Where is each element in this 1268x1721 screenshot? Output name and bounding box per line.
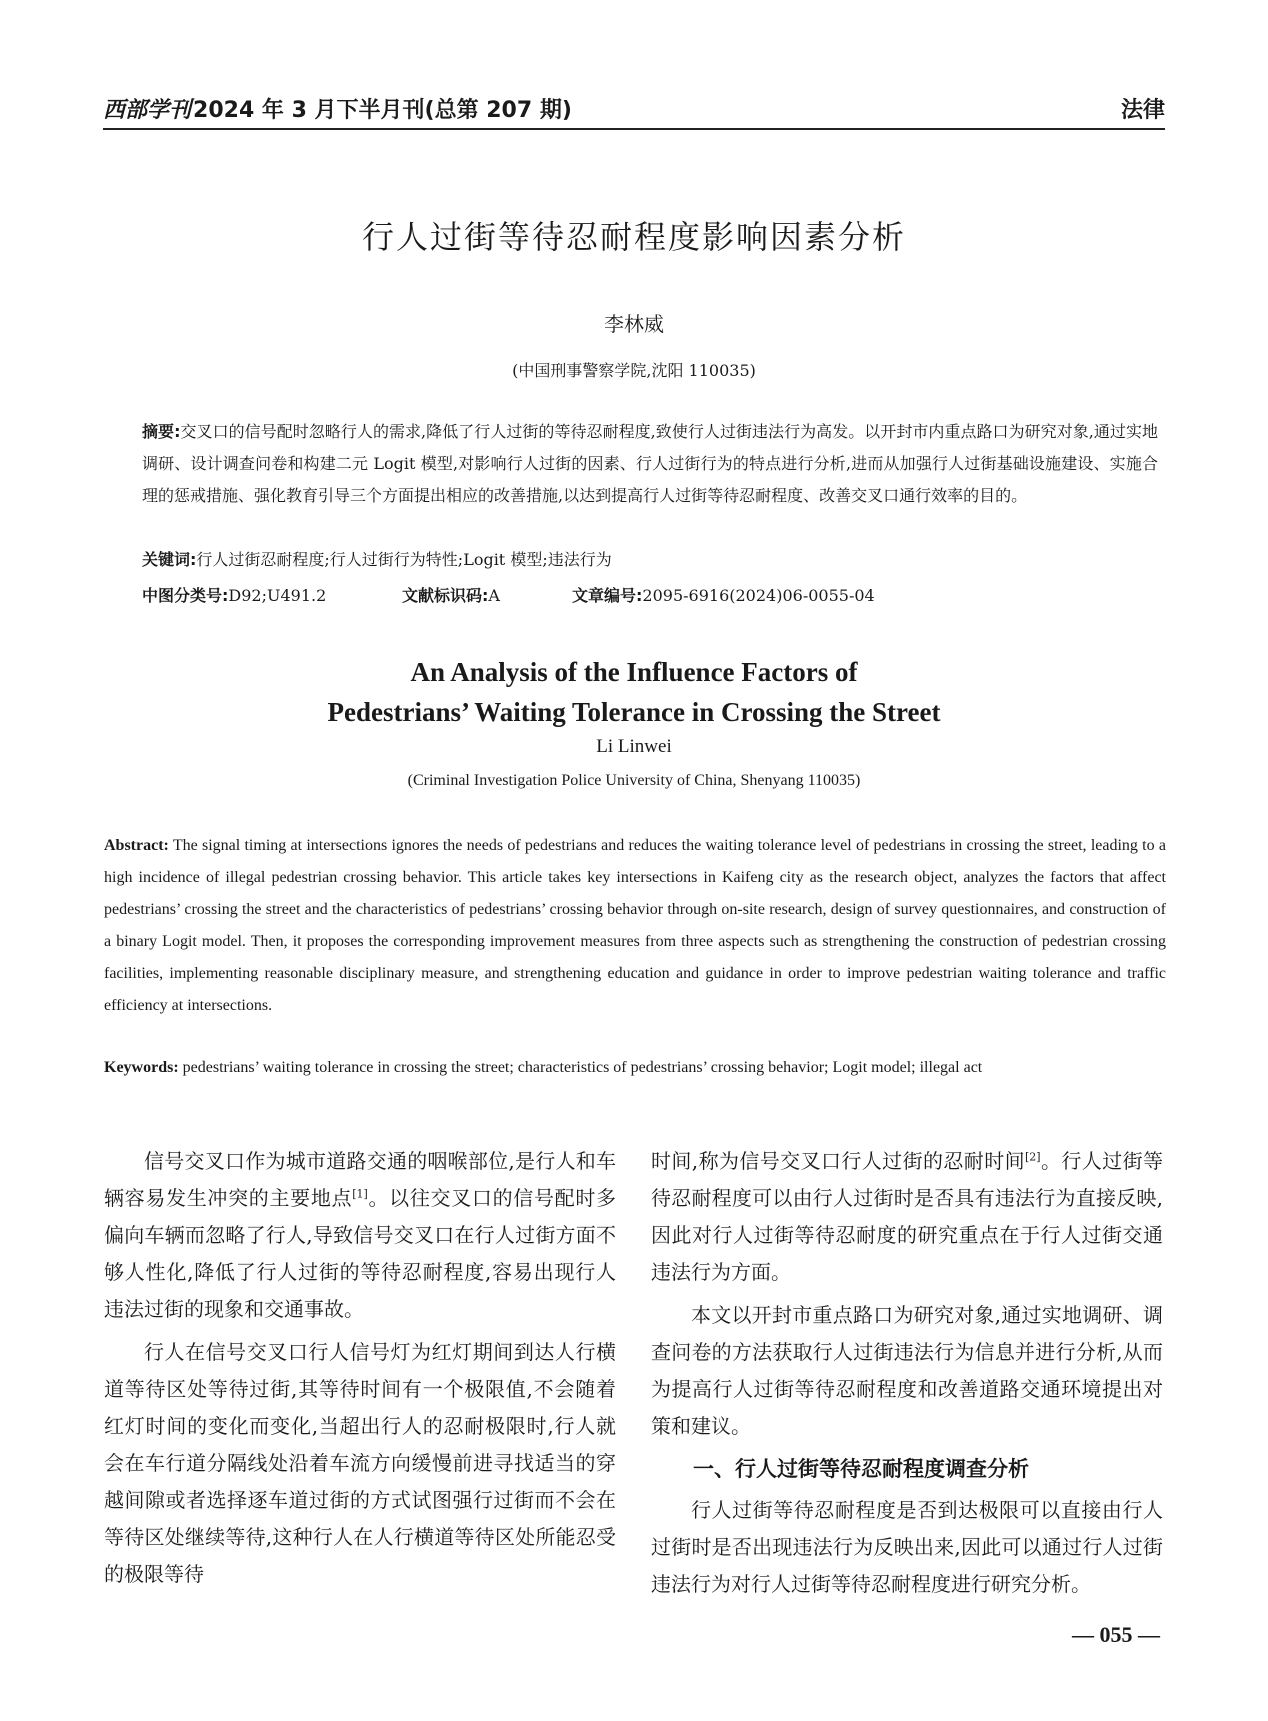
keywords-cn-label: 关键词:: [142, 550, 197, 569]
body-paragraph: [104, 1334, 616, 1593]
abstract-en-text: The signal timing at intersections ignores the needs of pedestrians and reduces the waiting tolerance level of pedestrians in crossing the street, leading to a high incidence of illegal pedestrian crossing behavior. This article takes key intersections in Kaifeng city as the research object, analyzes the factors that affect pedestrians’ crossing the street and the characteristics of pedestrians’ crossing behavior through on-site research, design of survey questionnaires, and construction of a binary Logit model. Then, it proposes the corresponding improvement measures from three aspects such as strengthening the construction of pedestrian crossing facilities, implementing reasonable disciplinary measure, and strengthening education and guidance in order to improve pedestrian waiting tolerance and traffic efficiency at intersections.: [104, 837, 1166, 1014]
body-paragraph: [104, 1143, 616, 1328]
page-number: — 055 —: [1072, 1622, 1160, 1647]
affiliation-cn: (中国刑事警察学院,沈阳 110035): [512, 361, 756, 380]
author-en: Li Linwei: [596, 736, 672, 757]
header-rule: [103, 128, 1165, 130]
title-en: [0, 652, 1268, 732]
abstract-cn: [142, 416, 1158, 512]
citation-ref[interactable]: [2]: [1025, 1150, 1041, 1164]
doc-code-field: [402, 582, 572, 610]
clc-label: 中图分类号:: [142, 586, 229, 605]
title-cn: 行人过街等待忍耐程度影响因素分析: [361, 218, 906, 256]
classification-row: [142, 582, 1158, 610]
paragraph-text: 。以往交叉口的信号配时多偏向车辆而忽略了行人,导致信号交叉口在行人过街方面不够人性化,降低了行人过街的等待忍耐程度,容易出现行人违法过街的现象和交通事故。: [104, 1186, 616, 1321]
clc-value: D92;U491.2: [228, 586, 327, 605]
body-paragraph: [651, 1143, 1163, 1291]
keywords-en-label: Keywords:: [104, 1059, 179, 1076]
body-paragraph: [651, 1297, 1163, 1445]
keywords-en-text: pedestrians’ waiting tolerance in crossing the street; characteristics of pedestrians’ crossing behavior; Logit model; illegal act: [182, 1059, 983, 1076]
keywords-en: [104, 1052, 1166, 1084]
section-label: 法律: [1120, 98, 1165, 123]
keywords-cn-text: 行人过街忍耐程度;行人过街行为特性;Logit 模型;违法行为: [196, 550, 612, 569]
paragraph-text: 行人过街等待忍耐程度是否到达极限可以直接由行人过街时是否出现违法行为反映出来,因此可以通过行人过街违法行为对行人过街等待忍耐程度进行研究分析。: [651, 1498, 1163, 1596]
clc-field: [142, 582, 402, 610]
article-no-value: 2095-6916(2024)06-0055-04: [642, 586, 875, 605]
article-no-label: 文章编号:: [572, 586, 643, 605]
paragraph-text: 时间,称为信号交叉口行人过街的忍耐时间: [651, 1149, 1025, 1173]
paragraph-text: 信号交叉口作为城市道路交通的咽喉部位,是行人和车辆容易发生冲突的主要地点: [104, 1149, 616, 1210]
title-en-line2: Pedestrians’ Waiting Tolerance in Crossing the Street: [327, 697, 941, 727]
doc-code-value: A: [488, 586, 500, 605]
section-heading: 一、行人过街等待忍耐程度调查分析: [693, 1457, 1029, 1481]
issue-info: 2024 年 3 月下半月刊(总第 207 期): [193, 98, 572, 123]
paragraph-text: 本文以开封市重点路口为研究对象,通过实地调研、调查问卷的方法获取行人过街违法行为信息并进行分析,从而为提高行人过街等待忍耐程度和改善道路交通环境提出对策和建议。: [651, 1303, 1163, 1438]
abstract-en-label: Abstract:: [104, 837, 169, 854]
paragraph-text: 行人在信号交叉口行人信号灯为红灯期间到达人行横道等待区处等待过街,其等待时间有一个极限值,不会随着红灯时间的变化而变化,当超出行人的忍耐极限时,行人就会在车行道分隔线处沿着车流方向缓慢前进寻找适当的穿越间隙或者选择逐车道过街的方式试图强行过街而不会在等待区处继续等待,这种行人在人行横道等待区处所能忍受的极限等待: [104, 1340, 616, 1586]
doc-code-label: 文献标识码:: [402, 586, 489, 605]
abstract-cn-text: 交叉口的信号配时忽略行人的需求,降低了行人过街的等待忍耐程度,致使行人过街违法行为高发。以开封市内重点路口为研究对象,通过实地调研、设计调查问卷和构建二元 Logit 模型,对影响行人过街的因素、行人过街行为的特点进行分析,进而从加强行人过街基础设施建设、实施合理的惩戒措施、强化教育引导三个方面提出相应的改善措施,以达到提高行人过街等待忍耐程度、改善交叉口通行效率的目的。: [142, 422, 1159, 505]
journal-logo: 西部学刊: [103, 97, 192, 123]
abstract-en: [104, 830, 1166, 1022]
title-en-line1: An Analysis of the Influence Factors of: [410, 657, 858, 687]
paragraph-text: 。行人过街等待忍耐程度可以由行人过街时是否具有违法行为直接反映,因此对行人过街等待忍耐度的研究重点在于行人过街交通违法行为方面。: [651, 1149, 1164, 1284]
keywords-cn: [142, 546, 1158, 574]
body-column-right: [651, 1143, 1163, 1609]
running-header: [103, 88, 1165, 124]
header-left: [103, 93, 572, 124]
article-no-field: [572, 582, 875, 610]
citation-ref[interactable]: [1]: [352, 1187, 368, 1201]
abstract-cn-label: 摘要:: [142, 422, 181, 441]
body-column-left: [104, 1143, 616, 1599]
author-cn: 李林威: [604, 312, 664, 336]
affiliation-en: (Criminal Investigation Police University of China, Shenyang 110035): [407, 772, 861, 789]
body-paragraph: [651, 1492, 1163, 1603]
